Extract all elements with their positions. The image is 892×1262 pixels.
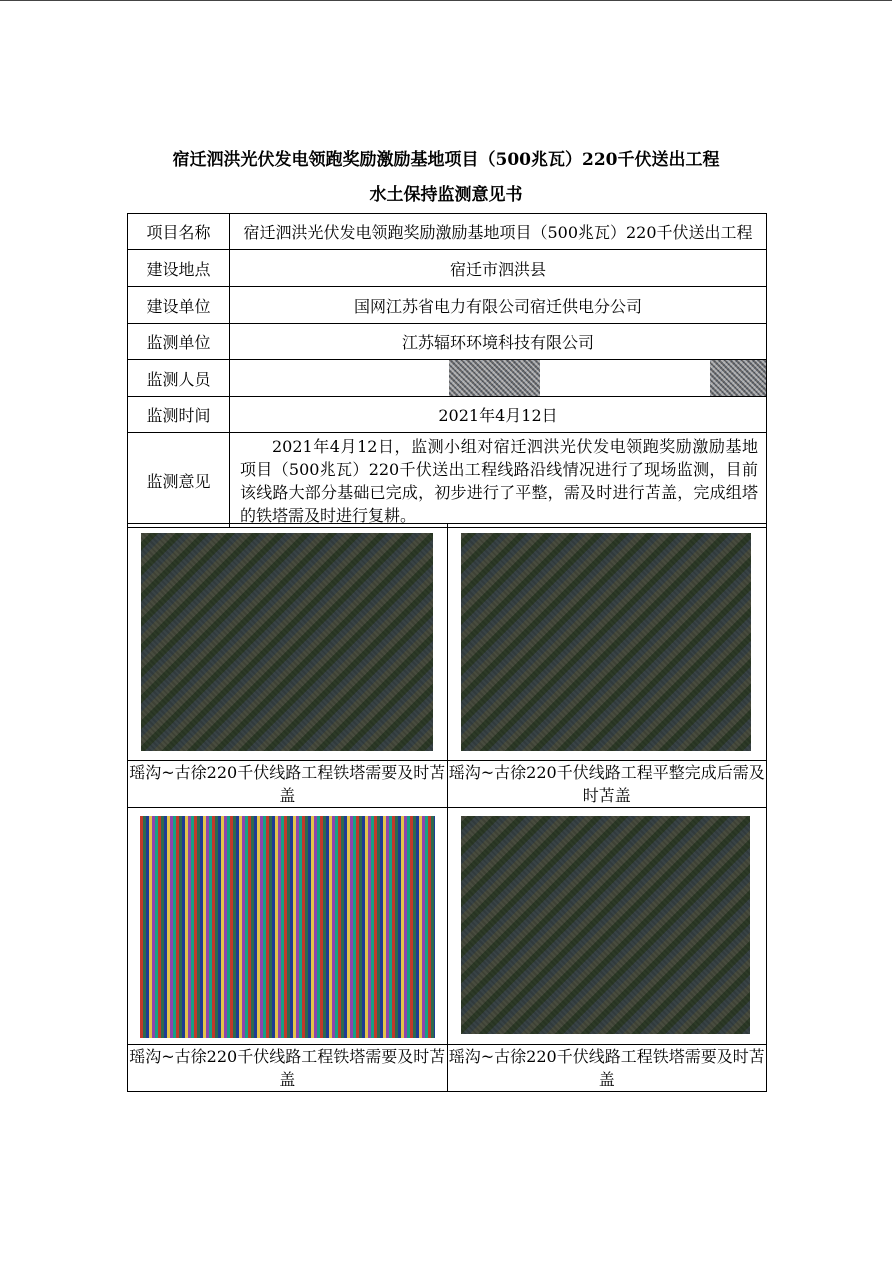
document-subtitle: 水土保持监测意见书 [369, 185, 523, 205]
project-name-label: 项目名称 [128, 214, 230, 250]
photo-cell [128, 808, 448, 1045]
opinion-cell [230, 433, 767, 528]
table-row [128, 360, 767, 397]
site-photo [140, 816, 435, 1038]
monitor-time-label: 监测时间 [128, 397, 230, 433]
table-row [128, 433, 767, 528]
opinion-text: 2021年4月12日，监测小组对宿迁泗洪光伏发电领跑奖励激励基地项目（500兆瓦）220千伏送出工程线路沿线情况进行了现场监测，目前该线路大部分基础已完成，初步进行了平整，需及时进行苫盖，完成组塔的铁塔需及时进行复耕。 [240, 437, 758, 525]
location-value: 宿迁市泗洪县 [230, 250, 767, 287]
table-row [128, 1045, 767, 1092]
table-row [128, 397, 767, 433]
builder-value: 国网江苏省电力有限公司宿迁供电分公司 [230, 287, 767, 324]
monitor-unit-label: 监测单位 [128, 324, 230, 360]
location-label: 建设地点 [128, 250, 230, 287]
table-row [128, 250, 767, 287]
photo-cell [447, 808, 767, 1045]
personnel-value [230, 360, 767, 397]
photo-cell [128, 524, 448, 761]
opinion-label: 监测意见 [128, 433, 230, 528]
document-title: 宿迁泗洪光伏发电领跑奖励激励基地项目（500兆瓦）220千伏送出工程 [172, 150, 720, 170]
photo-cell [447, 524, 767, 761]
page-top-rule [0, 0, 892, 1]
photo-caption: 瑶沟~古徐220千伏线路工程铁塔需要及时苫盖 [128, 1045, 448, 1092]
table-row [128, 524, 767, 761]
photo-caption: 瑶沟~古徐220千伏线路工程铁塔需要及时苫盖 [447, 1045, 767, 1092]
monitor-unit-value: 江苏辐环环境科技有限公司 [230, 324, 767, 360]
table-row [128, 214, 767, 250]
redacted-signature-mosaic [710, 360, 767, 397]
personnel-label: 监测人员 [128, 360, 230, 397]
site-photo [461, 533, 751, 751]
photo-table [127, 523, 767, 1092]
table-row [128, 761, 767, 808]
table-row [128, 324, 767, 360]
project-name-value: 宿迁泗洪光伏发电领跑奖励激励基地项目（500兆瓦）220千伏送出工程 [230, 214, 767, 250]
photo-caption: 瑶沟~古徐220千伏线路工程铁塔需要及时苫盖 [128, 761, 448, 808]
site-photo [141, 533, 433, 751]
redacted-signature-mosaic [449, 360, 540, 397]
table-row [128, 808, 767, 1045]
site-photo [461, 816, 750, 1034]
info-table [127, 213, 767, 528]
table-row [128, 287, 767, 324]
monitor-time-value: 2021年4月12日 [230, 397, 767, 433]
photo-caption: 瑶沟~古徐220千伏线路工程平整完成后需及时苫盖 [447, 761, 767, 808]
builder-label: 建设单位 [128, 287, 230, 324]
